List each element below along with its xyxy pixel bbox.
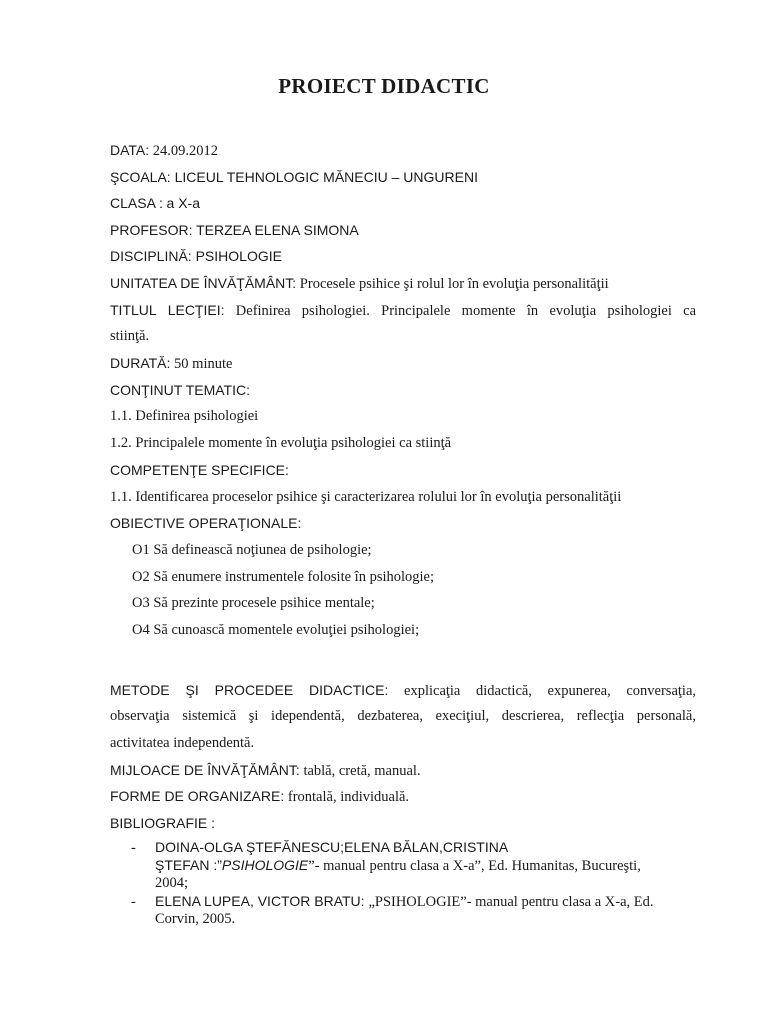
- section-competente-heading: COMPETENŢE SPECIFICE:: [110, 462, 289, 478]
- field-unitatea: [110, 274, 696, 293]
- field-value: Procesele psihice şi rolul lor în evoluţia personalităţii: [299, 276, 609, 292]
- field-scoala: [110, 168, 696, 186]
- field-value: TERZEA ELENA SIMONA: [196, 222, 359, 238]
- field-durata: [110, 354, 696, 373]
- field-label: DURATĂ:: [110, 355, 171, 371]
- field-value: 50 minute: [174, 356, 233, 372]
- field-label: MIJLOACE DE ÎNVĂŢĂMÂNT:: [110, 762, 300, 778]
- bullet-dash: -: [131, 840, 136, 856]
- field-value: Definirea psihologiei. Principalele momente în evoluţia psihologiei ca: [235, 303, 697, 319]
- field-data: [110, 141, 696, 160]
- field-titlul-continued: stiinţă.: [110, 328, 150, 344]
- field-label: TITLUL LECŢIEI:: [110, 302, 225, 318]
- list-item: 1.2. Principalele momente în evoluţia psihologiei ca stiinţă: [110, 435, 452, 451]
- field-forme: [110, 787, 696, 806]
- field-label: METODE ŞI PROCEDEE DIDACTICE:: [110, 682, 389, 698]
- bullet-dash: -: [131, 894, 136, 910]
- field-value: 24.09.2012: [152, 143, 219, 159]
- field-titlul: [110, 301, 696, 320]
- field-value: a X-a: [166, 195, 201, 211]
- field-metode-continued: observaţia sistemică şi idependentă, dezbaterea, execiţiul, descrierea, reflecţia personală,: [110, 708, 696, 724]
- objective-item: O2 Să enumere instrumentele folosite în psihologie;: [132, 569, 435, 585]
- section-continut-heading: CONŢINUT TEMATIC:: [110, 382, 250, 398]
- page-title: PROIECT DIDACTIC: [278, 74, 490, 98]
- list-item: 1.1. Identificarea proceselor psihice şi caracterizarea rolului lor în evoluţia personalităţii: [110, 489, 622, 505]
- field-label: UNITATEA DE ÎNVĂŢĂMÂNT:: [110, 275, 297, 291]
- field-label: PROFESOR:: [110, 222, 193, 238]
- field-metode: [110, 681, 696, 700]
- field-mijloace: [110, 761, 696, 780]
- objective-item: O1 Să definească noţiunea de psihologie;: [132, 542, 372, 558]
- field-profesor: [110, 221, 696, 239]
- field-label: FORME DE ORGANIZARE:: [110, 788, 285, 804]
- section-bibliografie-heading: BIBLIOGRAFIE :: [110, 815, 216, 831]
- field-metode-continued: activitatea independentă.: [110, 735, 255, 751]
- field-value: PSIHOLOGIE: [195, 248, 282, 264]
- section-obiective-heading: OBIECTIVE OPERAŢIONALE:: [110, 515, 302, 531]
- field-value: tablă, cretă, manual.: [303, 763, 421, 779]
- document-page: PROIECT DIDACTIC DATA: 24.09.2012 ŞCOALA: LICEUL TEHNOLOGIC MĂNECIU – UNGURENI CLASA : a X-a PROFESOR: TERZEA ELENA SIMONA DISCIPLINĂ: PSIHOLOGIE UNITATEA DE ÎNVĂŢĂMÂNT: Procesele psihice şi rolul lor în evoluţia personalităţii TITLUL LECŢIEI: Definirea psihologiei. Principalele momente în evoluţia psihologiei ca stiinţă. DURATĂ: 50 minute CONŢINUT TEMATIC: 1.1. Definirea psihologiei 1.2. Principalele momente în evoluţia psihologiei ca stiinţă COMPETENŢE SPECIFICE: 1.1. Identificarea proceselor psihice şi caracterizarea rolului lor în evoluţia personalităţii OBIECTIVE OPERAŢIONALE: O1 Să definească noţiunea de psihologie; O2 Să enumere instrumentele folosite în psihologie; O3 Să prezinte procesele psihice mentale; O4 Să cunoască momentele evoluţiei psihologiei; METODE ŞI PROCEDEE DIDACTICE: explicaţia didactică, expunerea, conversaţia, observaţia sistemică şi idependentă, dezbaterea, execiţiul, descrierea, reflecţia personală, activitatea independentă. MIJLOACE DE ÎNVĂŢĂMÂNT: tablă, cretă, manual. FORME DE ORGANIZARE: frontală, individuală. BIBLIOGRAFIE : - DOINA-OLGA ŞTEFĂNESCU;ELENA BĂLAN,CRISTINA ŞTEFAN :”PSIHOLOGIE”- manual pentru clasa a X-a”, Ed. Humanitas, Bucureşti, 2004; - ELENA LUPEA, VICTOR BRATU: „PSIHOLOGIE”- manual pentru clasa a X-a, Ed. Corvin, 2005.: [0, 0, 768, 1024]
- field-value: frontală, individuală.: [287, 789, 410, 805]
- field-label: CLASA :: [110, 195, 163, 211]
- field-label: DISCIPLINĂ:: [110, 248, 192, 264]
- field-value: explicaţia didactică, expunerea, conversaţia,: [404, 683, 696, 699]
- objective-item: O4 Să cunoască momentele evoluţiei psihologiei;: [132, 622, 420, 638]
- field-label: ŞCOALA:: [110, 169, 171, 185]
- objective-item: O3 Să prezinte procesele psihice mentale;: [132, 595, 375, 611]
- list-item: 1.1. Definirea psihologiei: [110, 408, 259, 424]
- field-label: DATA:: [110, 142, 150, 158]
- field-value: LICEUL TEHNOLOGIC MĂNECIU – UNGURENI: [174, 169, 478, 185]
- field-clasa: [110, 194, 696, 213]
- field-disciplina: [110, 247, 696, 265]
